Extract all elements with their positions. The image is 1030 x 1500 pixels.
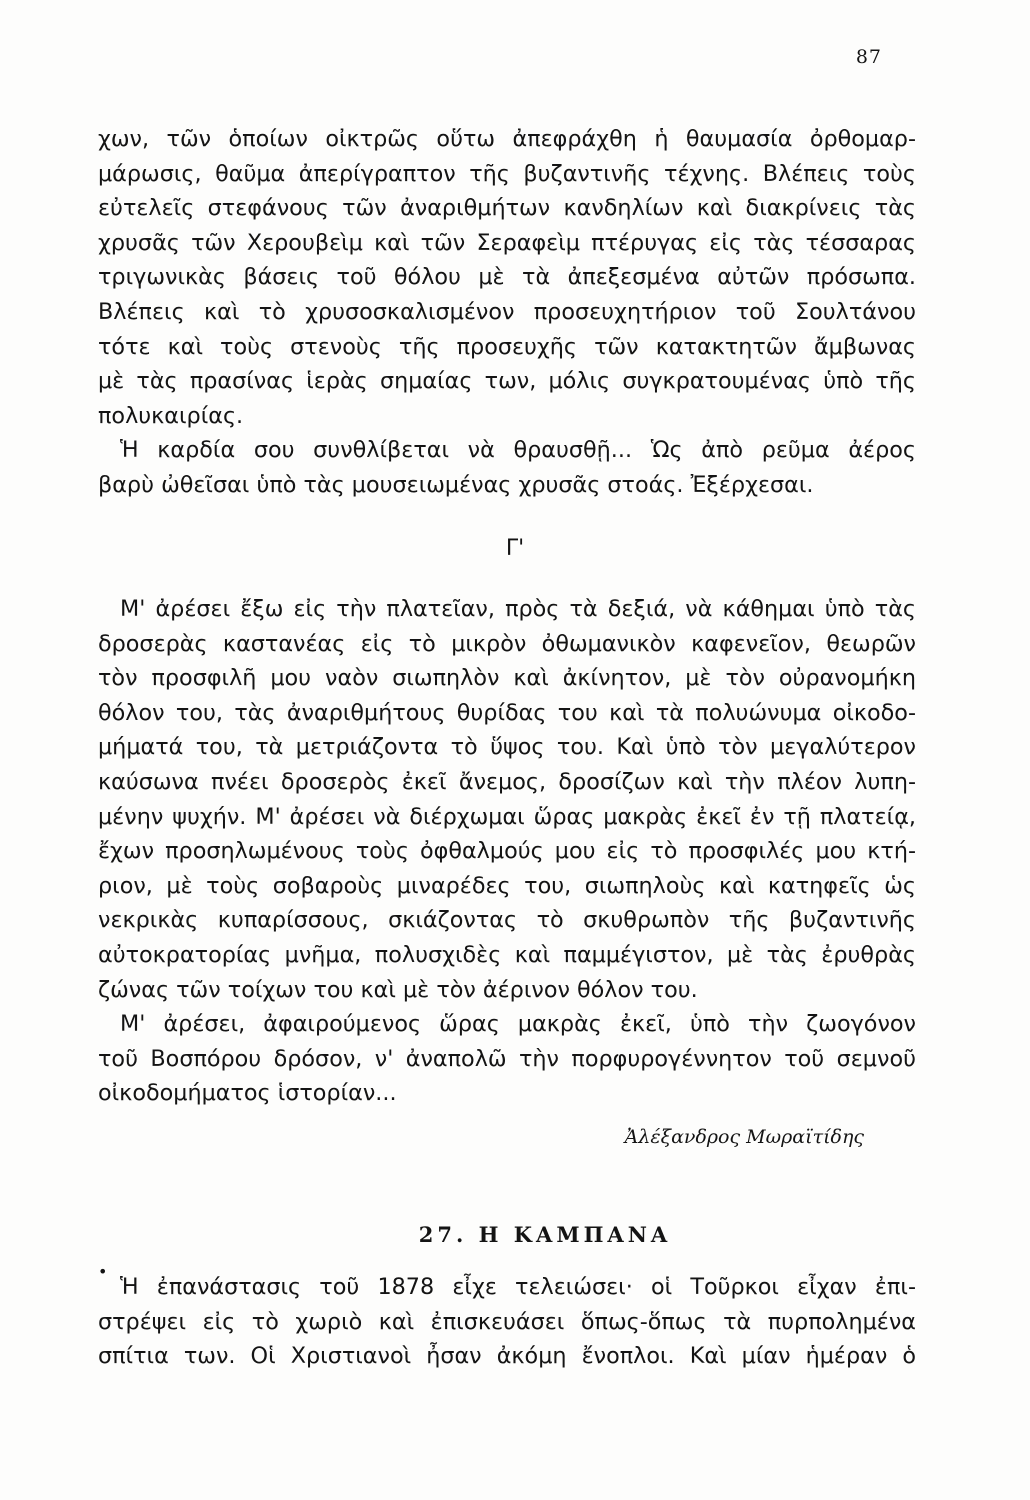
text-line: τοῦ Βοσπόρου δρόσον, ν' ἀναπολῶ τὴν πορφυρογέννητον τοῦ σεμνοῦ — [98, 1045, 916, 1072]
paragraph-2 — [98, 433, 916, 502]
text-line: εὐτελεῖς στεφάνους τῶν ἀναριθμήτων κανδηλίων καὶ διακρίνεις τὰς — [98, 195, 916, 222]
text-line: τριγωνικὰς βάσεις τοῦ θόλου μὲ τὰ ἀπεξεσμένα αὐτῶν πρόσωπα. — [98, 264, 916, 291]
text-line: χων, τῶν ὁποίων οἰκτρῶς οὕτω ἀπεφράχθη ἡ θαυμασία ὀρθομαρ- — [98, 126, 916, 152]
text-line: Βλέπεις καὶ τὸ χρυσοσκαλισμένον προσευχητήριον τοῦ Σουλτάνου — [98, 298, 916, 325]
text-line: μήματά του, τὰ μετριάζοντα τὸ ὕψος του. Καὶ ὑπὸ τὸν μεγαλύτερον — [98, 734, 916, 761]
text-line: χρυσᾶς τῶν Χερουβεὶμ καὶ τῶν Σεραφεὶμ πτέρυγας εἰς τὰς τέσσαρας — [98, 229, 916, 256]
text-line: βαρὺ ὠθεῖσαι ὑπὸ τὰς μουσειωμένας χρυσᾶς στοάς. Ἐξέρχεσαι. — [98, 471, 814, 498]
text-line: πολυκαιρίας. — [98, 402, 244, 429]
page-number: 87 — [855, 46, 882, 68]
text-line: Ἡ καρδία σου συνθλίβεται νὰ θραυσθῇ... Ὡς ἀπὸ ρεῦμα ἀέρος — [120, 437, 916, 464]
text-line: μάρωσις, θαῦμα ἀπερίγραπτον τῆς βυζαντινῆς τέχνης. Βλέπεις τοὺς — [98, 160, 916, 187]
section-heading: Γ' — [505, 536, 525, 561]
text-block-top — [98, 122, 916, 503]
text-line: ἔχων προσηλωμένους τοὺς ὀφθαλμούς μου εἰς τὸ προσφιλές μου κτή- — [98, 838, 916, 865]
text-line: δροσερὰς καστανέας εἰς τὸ μικρὸν ὀθωμανικὸν καφενεῖον, θεωρῶν — [98, 630, 916, 657]
text-line: καύσωνα πνέει δροσερὸς ἐκεῖ ἄνεμος, δροσίζων καὶ τὴν πλέον λυπη- — [98, 768, 916, 795]
text-line: τὸν προσφιλῆ μου ναὸν σιωπηλὸν καὶ ἀκίνητον, μὲ τὸν οὐρανομήκη — [98, 665, 916, 692]
text-line: σπίτια των. Οἱ Χριστιανοὶ ἦσαν ἀκόμη ἔνοπλοι. Καὶ μίαν ἡμέραν ὁ — [98, 1343, 916, 1370]
text-line: αὐτοκρατορίας μνῆμα, πολυσχιδὲς καὶ παμμέγιστον, μὲ τὰς ἐρυθρὰς — [98, 941, 916, 968]
stray-mark: • — [98, 1262, 108, 1281]
text-line: οἰκοδομήματος ἱστορίαν... — [98, 1080, 397, 1107]
text-line: μένην ψυχήν. Μ' ἀρέσει νὰ διέρχωμαι ὥρας μακρὰς ἐκεῖ ἐν τῇ πλατείᾳ, — [98, 803, 916, 830]
text-block-bottom — [98, 1270, 916, 1374]
text-line: Ἡ ἐπανάστασις τοῦ 1878 εἶχε τελειώσει· οἱ Τοῦρκοι εἶχαν ἐπι- — [120, 1274, 916, 1300]
text-line: ζώνας τῶν τοίχων του καὶ μὲ τὸν ἀέρινον θόλον του. — [98, 976, 698, 1003]
paragraph-4 — [98, 1007, 916, 1111]
paragraph-1 — [98, 122, 916, 433]
text-line: Μ' ἀρέσει, ἀφαιρούμενος ὥρας μακρὰς ἐκεῖ, ὑπὸ τὴν ζωογόνον — [120, 1011, 916, 1038]
text-line: νεκρικὰς κυπαρίσσους, σκιάζοντας τὸ σκυθρωπὸν τῆς βυζαντινῆς — [98, 907, 916, 934]
text-line: ριον, μὲ τοὺς σοβαροὺς μιναρέδες του, σιωπηλοὺς καὶ κατηφεῖς ὡς — [98, 872, 916, 899]
text-block-middle — [98, 592, 916, 1111]
text-line: Μ' ἀρέσει ἔξω εἰς τὴν πλατεῖαν, πρὸς τὰ δεξιά, νὰ κάθημαι ὑπὸ τὰς — [120, 596, 916, 622]
text-line: μὲ τὰς πρασίνας ἱερὰς σημαίας των, μόλις συγκρατουμένας ὑπὸ τῆς — [98, 368, 916, 395]
paragraph-3 — [98, 592, 916, 1007]
chapter-title: 27. Η ΚΑΜΠΑΝΑ — [418, 1222, 672, 1247]
text-line: τότε καὶ τοὺς στενοὺς τῆς προσευχῆς τῶν κατακτητῶν ἄμβωνας — [98, 333, 916, 360]
text-line: στρέψει εἰς τὸ χωριὸ καὶ ἐπισκευάσει ὅπως-ὅπως τὰ πυρπολημένα — [98, 1308, 916, 1335]
author-signature: Ἀλέξανδρος Μωραϊτίδης — [624, 1126, 864, 1148]
text-line: θόλον του, τὰς ἀναριθμήτους θυρίδας του καὶ τὰ πολυώνυμα οἰκοδο- — [98, 699, 916, 726]
paragraph-5 — [98, 1270, 916, 1374]
